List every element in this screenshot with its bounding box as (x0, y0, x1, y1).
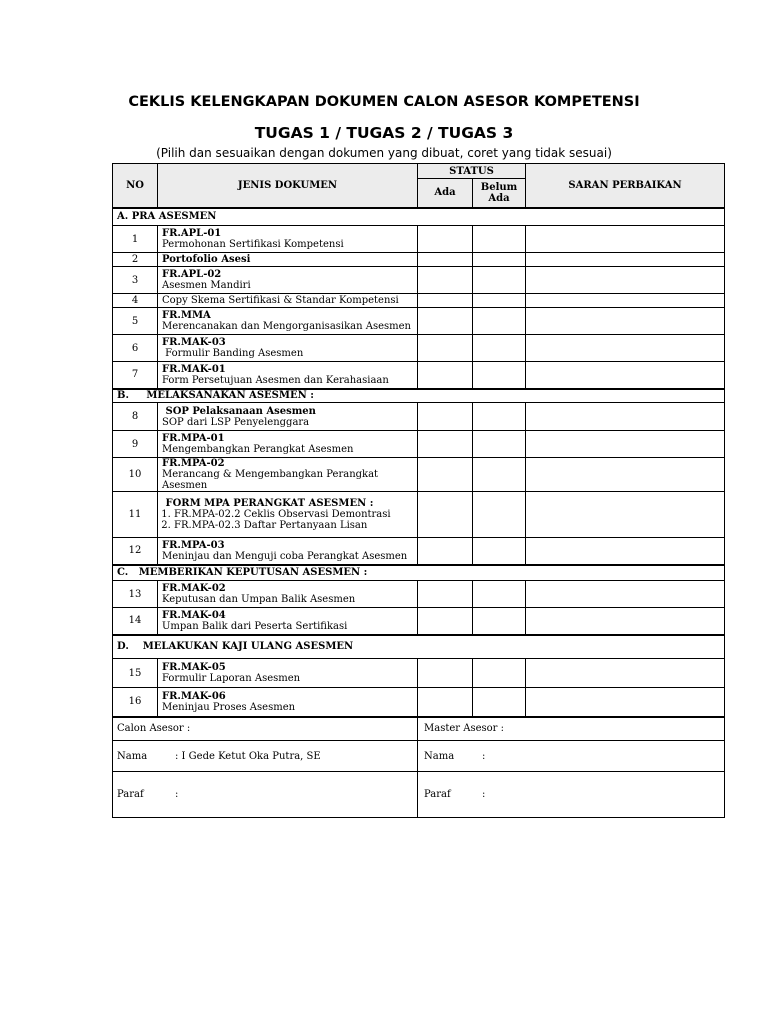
row-number: 2 (113, 253, 158, 267)
row-number: 12 (113, 538, 158, 565)
doc-code: FR.MAK-03 (162, 337, 226, 348)
row-number: 6 (113, 335, 158, 362)
table-row (113, 492, 725, 538)
table-row (113, 403, 725, 431)
saran-cell[interactable] (526, 308, 725, 335)
doc-code: FR.APL-02 (162, 269, 222, 280)
table-row (113, 581, 725, 608)
status-belum-ada-cell[interactable] (473, 431, 526, 458)
doc-sublist (162, 509, 413, 531)
table-row (113, 688, 725, 717)
header-no: NO (113, 164, 158, 208)
status-belum-ada-cell[interactable] (473, 335, 526, 362)
section-label: B. MELAKSANAKAN ASESMEN : (113, 389, 725, 403)
saran-cell[interactable] (526, 608, 725, 635)
nama-label: Nama (117, 750, 148, 762)
doc-code: SOP Pelaksanaan Asesmen (162, 405, 316, 417)
paraf-value: : (482, 789, 486, 800)
row-number: 15 (113, 659, 158, 688)
nama-label: Nama (424, 750, 455, 762)
saran-cell[interactable] (526, 294, 725, 308)
document-subtitle: TUGAS 1 / TUGAS 2 / TUGAS 3 (254, 124, 514, 142)
status-belum-ada-cell[interactable] (473, 458, 526, 492)
calon-asesor-label: Calon Asesor : (113, 717, 418, 741)
doc-code: FR.MAK-02 (162, 583, 226, 594)
doc-desc: Formulir Laporan Asesmen (162, 673, 301, 684)
saran-cell[interactable] (526, 458, 725, 492)
doc-code: FR.MAK-06 (162, 690, 226, 702)
status-belum-ada-cell[interactable] (473, 253, 526, 267)
table-row (113, 294, 725, 308)
nama-value: : I Gede Ketut Oka Putra, SE (175, 750, 321, 762)
saran-cell[interactable] (526, 335, 725, 362)
header-belum-ada: Belum Ada (473, 179, 526, 208)
doc-code: FR.MPA-01 (162, 433, 225, 444)
saran-cell[interactable] (526, 538, 725, 565)
saran-cell[interactable] (526, 688, 725, 717)
paraf-label: Paraf (117, 789, 144, 800)
doc-desc: Formulir Banding Asesmen (162, 348, 304, 359)
document-title: CEKLIS KELENGKAPAN DOKUMEN CALON ASESOR KOMPETENSI (128, 94, 640, 110)
status-ada-cell[interactable] (418, 308, 473, 335)
doc-desc: Merancang & Mengembangkan Perangkat Asesmen (162, 469, 379, 491)
calon-asesor-paraf[interactable] (113, 772, 418, 818)
status-belum-ada-cell[interactable] (473, 267, 526, 294)
list-item: 2. FR.MPA-02.3 Daftar Pertanyaan Lisan (174, 520, 413, 531)
status-ada-cell[interactable] (418, 581, 473, 608)
doc-desc: Meninjau Proses Asesmen (162, 701, 296, 713)
row-number: 10 (113, 458, 158, 492)
row-number: 4 (113, 294, 158, 308)
header-status: STATUS (418, 164, 526, 179)
section-b (113, 389, 725, 565)
status-belum-ada-cell[interactable] (473, 608, 526, 635)
header-ada: Ada (418, 179, 473, 208)
doc-desc: Merencanakan dan Mengorganisasikan Asesmen (162, 321, 411, 332)
status-belum-ada-cell[interactable] (473, 659, 526, 688)
status-belum-ada-cell[interactable] (473, 688, 526, 717)
saran-cell[interactable] (526, 659, 725, 688)
section-label: A. PRA ASESMEN (113, 208, 725, 226)
row-number: 1 (113, 226, 158, 253)
status-ada-cell[interactable] (418, 688, 473, 717)
doc-desc: Asesmen Mandiri (162, 280, 251, 291)
table-row (113, 226, 725, 253)
table-row (113, 659, 725, 688)
calon-asesor-nama (113, 741, 418, 772)
list-item: 1. FR.MPA-02.2 Ceklis Observasi Demontrasi (174, 509, 413, 520)
saran-cell[interactable] (526, 226, 725, 253)
row-number: 14 (113, 608, 158, 635)
saran-cell[interactable] (526, 253, 725, 267)
row-number: 13 (113, 581, 158, 608)
saran-cell[interactable] (526, 492, 725, 538)
row-number: 8 (113, 403, 158, 431)
status-belum-ada-cell[interactable] (473, 538, 526, 565)
status-ada-cell[interactable] (418, 403, 473, 431)
signature-section (113, 717, 725, 818)
status-ada-cell[interactable] (418, 267, 473, 294)
saran-cell[interactable] (526, 581, 725, 608)
status-ada-cell[interactable] (418, 431, 473, 458)
status-belum-ada-cell[interactable] (473, 226, 526, 253)
master-asesor-nama[interactable] (418, 741, 725, 772)
doc-code: FR.MPA-02 (162, 458, 225, 469)
status-ada-cell[interactable] (418, 253, 473, 267)
saran-cell[interactable] (526, 403, 725, 431)
section-c (113, 565, 725, 635)
section-label: D. MELAKUKAN KAJI ULANG ASESMEN (113, 635, 725, 659)
doc-code: FR.MPA-03 (162, 539, 225, 551)
table-row (113, 608, 725, 635)
doc-desc: Copy Skema Sertifikasi & Standar Kompetensi (162, 295, 399, 306)
row-number: 5 (113, 308, 158, 335)
paraf-label: Paraf (424, 789, 451, 800)
doc-desc: Permohonan Sertifikasi Kompetensi (162, 239, 344, 250)
table-row (113, 267, 725, 294)
document-instruction: (Pilih dan sesuaikan dengan dokumen yang dibuat, coret yang tidak sesuai) (156, 146, 612, 160)
doc-desc: Mengembangkan Perangkat Asesmen (162, 444, 354, 455)
status-belum-ada-cell[interactable] (473, 492, 526, 538)
status-ada-cell[interactable] (418, 492, 473, 538)
status-ada-cell[interactable] (418, 362, 473, 389)
doc-code: Portofolio Asesi (162, 254, 251, 265)
status-ada-cell[interactable] (418, 294, 473, 308)
section-label: C. MEMBERIKAN KEPUTUSAN ASESMEN : (113, 565, 725, 581)
master-asesor-label: Master Asesor : (418, 717, 725, 741)
doc-code: FR.APL-01 (162, 228, 222, 239)
table-row (113, 458, 725, 492)
status-belum-ada-cell[interactable] (473, 362, 526, 389)
doc-code: FR.MAK-04 (162, 609, 226, 621)
header-jenis-dokumen: JENIS DOKUMEN (158, 164, 418, 208)
row-number: 3 (113, 267, 158, 294)
paraf-value: : (175, 789, 179, 800)
row-number: 16 (113, 688, 158, 717)
table-row (113, 253, 725, 267)
status-ada-cell[interactable] (418, 538, 473, 565)
section-a (113, 208, 725, 389)
row-number: 9 (113, 431, 158, 458)
table-row (113, 431, 725, 458)
doc-desc: Umpan Balik dari Peserta Sertifikasi (162, 620, 348, 632)
saran-cell[interactable] (526, 362, 725, 389)
doc-desc: SOP dari LSP Penyelenggara (162, 416, 310, 428)
nama-value: : (482, 750, 486, 762)
doc-code: FR.MMA (162, 310, 211, 321)
status-ada-cell[interactable] (418, 659, 473, 688)
saran-cell[interactable] (526, 431, 725, 458)
master-asesor-paraf[interactable] (418, 772, 725, 818)
status-belum-ada-cell[interactable] (473, 294, 526, 308)
status-ada-cell[interactable] (418, 608, 473, 635)
doc-code: FORM MPA PERANGKAT ASESMEN : (162, 498, 374, 509)
doc-desc: Form Persetujuan Asesmen dan Kerahasiaan (162, 374, 389, 386)
checklist-table (112, 163, 725, 818)
doc-desc: Keputusan dan Umpan Balik Asesmen (162, 594, 356, 605)
status-ada-cell[interactable] (418, 226, 473, 253)
doc-code: FR.MAK-01 (162, 363, 226, 375)
table-row (113, 308, 725, 335)
doc-code: FR.MAK-05 (162, 662, 226, 673)
status-belum-ada-cell[interactable] (473, 308, 526, 335)
section-d (113, 635, 725, 717)
status-ada-cell[interactable] (418, 458, 473, 492)
saran-cell[interactable] (526, 267, 725, 294)
doc-desc: Meninjau dan Menguji coba Perangkat Asesmen (162, 550, 408, 562)
row-number: 11 (113, 492, 158, 538)
status-belum-ada-cell[interactable] (473, 581, 526, 608)
status-ada-cell[interactable] (418, 335, 473, 362)
table-row (113, 538, 725, 565)
status-belum-ada-cell[interactable] (473, 403, 526, 431)
table-row (113, 362, 725, 389)
row-number: 7 (113, 362, 158, 389)
table-row (113, 335, 725, 362)
header-saran-perbaikan: SARAN PERBAIKAN (526, 164, 725, 208)
